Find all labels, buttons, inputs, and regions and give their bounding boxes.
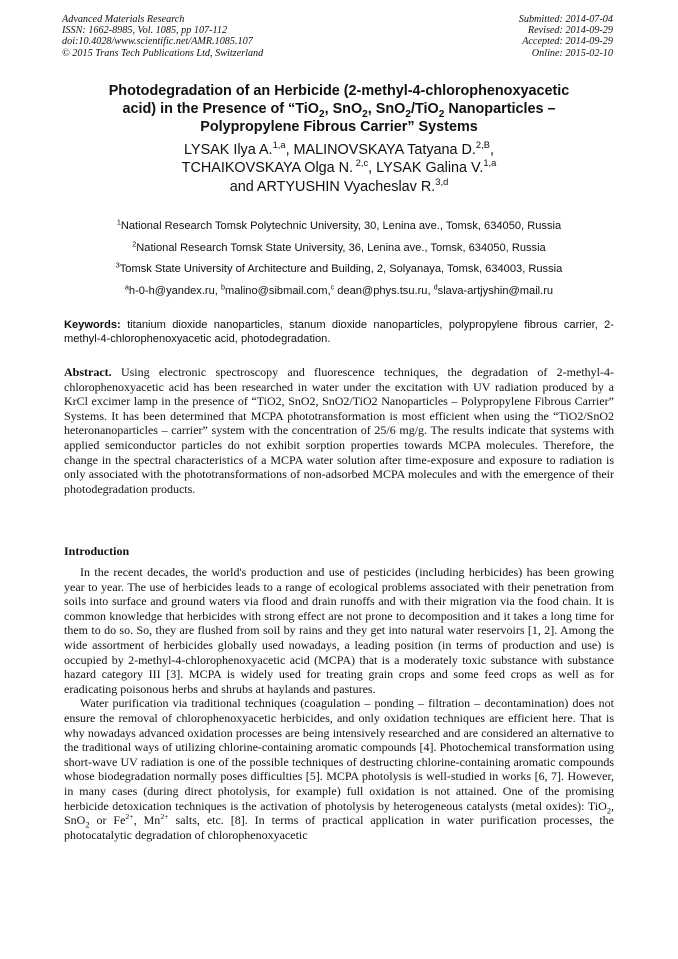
abstract-block <box>64 365 614 496</box>
journal-name: Advanced Materials Research <box>62 14 185 25</box>
issn-line: ISSN: 1662-8985, Vol. 1085, pp 107-112 <box>62 25 228 37</box>
copyright-line: © 2015 Trans Tech Publications Ltd, Switzerland <box>62 47 264 59</box>
affiliation-2: $^2$National Research Tomsk State University, 36, Lenina ave., Tomsk, 634050, Russia <box>132 238 546 254</box>
submitted-date: Submitted: 2014-07-04 <box>518 14 613 25</box>
author-lysak-ilya: LYSAK Ilya A. <box>184 142 273 158</box>
section-heading-introduction: Introduction <box>64 544 130 558</box>
author-artyushin: and ARTYUSHIN Vyacheslav R. <box>229 178 436 195</box>
accepted-date: Accepted: 2014-09-29 <box>522 36 613 48</box>
author-emails: $^a$h-0-h@yandex.ru, $^b$malino@sibmail.com,$^c$ dean@phys.tsu.ru, $^d$slava-artjyshin@mail.ru <box>124 282 554 297</box>
author-lysak-galina: , LYSAK Galina V. <box>368 160 484 177</box>
title-line-1: Photodegradation of an Herbicide (2-methyl-4-chlorophenoxyacetic <box>108 83 570 99</box>
keywords-label: Keywords: <box>64 319 121 331</box>
intro-paragraph-2: Water purification via traditional techniques (coagulation – ponding – filtration – decontamination) does not ensure the removal of chlorophenoxyacetic herbicides, and only oxidation techniques are efficient here. That is why nowadays advanced oxidation processes are being intensively researched and are considered an alternative to the traditional ways of utilizing chlorine-containing aromatic compounds [4]. Photochemical transformation using short-wave UV radiation is one of the possible techniques of destructing chlorine-containing aromatic compounds whose biodegradation normally poses difficulties [5]. MCPA photolysis is well-studied in works [6, 7]. However, in many cases (during direct photolysis, for example) full oxidation is not attained. One of the promising herbicide detoxication techniques is the activation of photolysis by heterogeneous catalysts (metal oxides): TiO$_2$, SnO$_2$ or $Fe^{2+}$, $Mn^{2+}$ salts, etc. [8]. In terms of practical application in water purification processes, the photocatalytic degradation of chlorophenoxyacetic <box>64 696 614 842</box>
keywords-block <box>64 318 614 347</box>
doi-line: doi:10.4028/www.scientific.net/AMR.1085.107 <box>62 36 253 48</box>
author-malinovskaya: , MALINOVSKAYA Tatyana D. <box>285 142 476 158</box>
dates-header <box>519 14 613 59</box>
affiliation-3: $^3$Tomsk State University of Architecture and Building, 2, Solyanaya, Tomsk, 634003, Russia <box>115 260 563 276</box>
paper-title <box>64 82 614 137</box>
title-line-2: acid) in the Presence of “TiO$_2$, SnO$_2$, SnO$_2$/TiO$_2$ Nanoparticles – <box>122 101 556 121</box>
intro-paragraph-1: In the recent decades, the world's production and use of pesticides (including herbicides) has been growing year to year. The use of herbicides leads to a range of ecological problems associated with their penetration from soils into surface and ground waters via flood and drain runoffs and with their migration via the food chain. It is common knowledge that herbicides with strong effect are not prone to decomposition and it takes a long time for them to do so. So, they are flushed from soil by rains and they get into natural water reservoirs [1, 2]. Among the wide assortment of herbicides globally used nowadays, a leading position (in terms of production and use) is occupied by 2-methyl-4-chlorophenoxyacetic acid (MCPA) that is a moderately toxic substance with substance hazard category III [3]. MCPA is widely used for treating grain crops and some feed crops as well as for eradicating poisonous herbs and shrubs at haylands and pastures. <box>64 565 614 696</box>
author-list: LYSAK Ilya A.$^{1,a}$, MALINOVSKAYA Tatyana D.$^{2,B}$, TCHAIKOVSKAYA Olga N. $^{2,c}$, LYSAK Galina V.$^{1,a}$ and ARTYUSHIN Vyacheslav R.$^{3,d}$ <box>181 140 497 195</box>
keywords-text: titanium dioxide nanoparticles, stanum dioxide nanoparticles, polypropylene fibrous carrier, 2-methyl-4-chlorophenoxyacetic acid, photodegradation. <box>64 319 614 346</box>
abstract-label: Abstract. <box>64 365 112 379</box>
abstract-text: Using electronic spectroscopy and fluorescence techniques, the degradation of 2-methyl-4-chlorophenoxyacetic acid has been researched in water under the excitation with UV radiation produced by a KrCl excimer lamp in the presence of “TiO2, SnO2, SnO2/TiO2 Nanoparticles – Polypropylene Fibrous Carrier” Systems. It has been determined that MCPA phototransformation is most efficient when using the “TiO2/SnO2 heteronanoparticles – carrier” system with the concentration of 25/6 mg/g. The results indicate that systems with applied semiconductor particles do not exhibit sorption properties towards MCPA molecules. Therefore, the change in the spectral characteristics of a MCPA water solution after time-exposure and exposure to radiation is only associated with the phototransformations of non-adsorbed MCPA molecules and with the emergence of their photodegradation products. <box>64 365 614 496</box>
author-tchaikovskaya: TCHAIKOVSKAYA Olga N. <box>181 160 354 177</box>
introduction-body <box>64 565 614 842</box>
online-date: Online: 2015-02-10 <box>531 47 613 59</box>
affiliations <box>64 216 614 302</box>
revised-date: Revised: 2014-09-29 <box>527 25 613 37</box>
affiliation-1: $^1$National Research Tomsk Polytechnic University, 30, Lenina ave., Tomsk, 634050, Russia <box>116 217 562 232</box>
title-line-3: Polypropylene Fibrous Carrier” Systems <box>200 119 478 136</box>
journal-header <box>62 14 263 59</box>
